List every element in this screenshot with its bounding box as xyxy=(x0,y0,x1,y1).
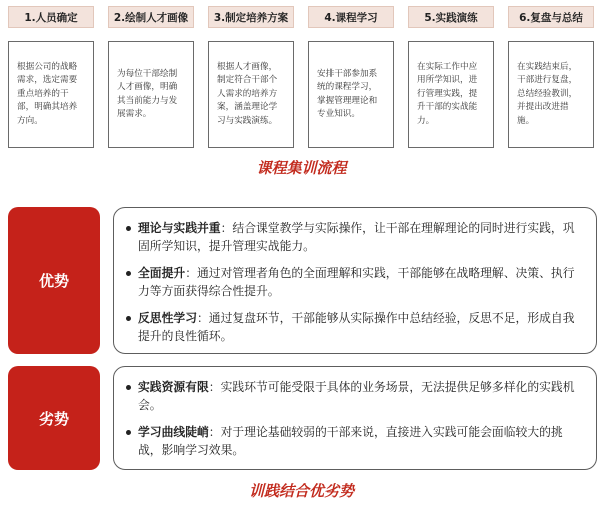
disadvantage-item xyxy=(138,379,584,414)
disadvantage-item xyxy=(138,424,584,459)
advantages-label: 优势 xyxy=(8,207,100,354)
step-5-header: 5.实践演练 xyxy=(408,6,494,28)
step-3-text: 根据人才画像，制定符合干部个人需求的培养方案，涵盖理论学习与实践演练。 xyxy=(217,61,278,126)
step-6-header: 6.复盘与总结 xyxy=(508,6,594,28)
advantage-item-text: ：通过对管理者角色的全面理解和实践，干部能够在战略理解、决策、执行力等方面获得综合性提升。 xyxy=(138,266,575,298)
disadvantage-item-title: 实践资源有限 xyxy=(138,380,209,394)
step-4-header: 4.课程学习 xyxy=(308,6,394,28)
disadvantage-item-text: ：对于理论基础较弱的干部来说，直接进入实践可能会面临较大的挑战，影响学习效果。 xyxy=(138,425,563,457)
step-1-box xyxy=(8,41,94,148)
advantage-item-title: 理论与实践并重 xyxy=(138,221,221,235)
disadvantages-box xyxy=(113,366,597,470)
step-3-header: 3.制定培养方案 xyxy=(208,6,294,28)
step-2-text: 为每位干部绘制人才画像，明确其当前能力与发展需求。 xyxy=(117,68,178,119)
disadvantage-item-text: ：实践环节可能受限于具体的业务场景，无法提供足够多样化的实践机会。 xyxy=(138,380,575,412)
advantage-item-text: ：结合课堂教学与实际操作，让干部在理解理论的同时进行实践，巩固所学知识，提升管理实战能力。 xyxy=(138,221,575,253)
footer-title: 训践结合优劣势 xyxy=(248,482,354,500)
advantage-item xyxy=(138,265,584,300)
step-5-box xyxy=(408,41,494,148)
step-3-box xyxy=(208,41,294,148)
process-title: 课程集训流程 xyxy=(256,159,347,177)
step-6-box xyxy=(508,41,594,148)
advantage-item-title: 全面提升 xyxy=(138,266,186,280)
advantage-item xyxy=(138,220,584,255)
disadvantages-label: 劣势 xyxy=(8,366,100,470)
advantage-item-title: 反思性学习 xyxy=(138,311,197,325)
step-6-text: 在实践结束后，干部进行复盘，总结经验教训，并提出改进措施。 xyxy=(517,61,578,126)
step-5-text: 在实际工作中应用所学知识，进行管理实践，提升干部的实战能力。 xyxy=(417,61,478,126)
step-4-text: 安排干部参加系统的课程学习，掌握管理理论和专业知识。 xyxy=(317,68,378,119)
advantages-box xyxy=(113,207,597,354)
step-1-text: 根据公司的战略需求，选定需要重点培养的干部，明确其培养方向。 xyxy=(17,61,78,126)
advantage-item-text: ：通过复盘环节，干部能够从实际操作中总结经验，反思不足，形成自我提升的良性循环。 xyxy=(138,311,575,343)
disadvantage-item-title: 学习曲线陡峭 xyxy=(138,425,209,439)
step-4-box xyxy=(308,41,394,148)
advantage-item xyxy=(138,310,584,345)
step-2-box xyxy=(108,41,194,148)
step-2-header: 2.绘制人才画像 xyxy=(108,6,194,28)
step-1-header: 1.人员确定 xyxy=(8,6,94,28)
